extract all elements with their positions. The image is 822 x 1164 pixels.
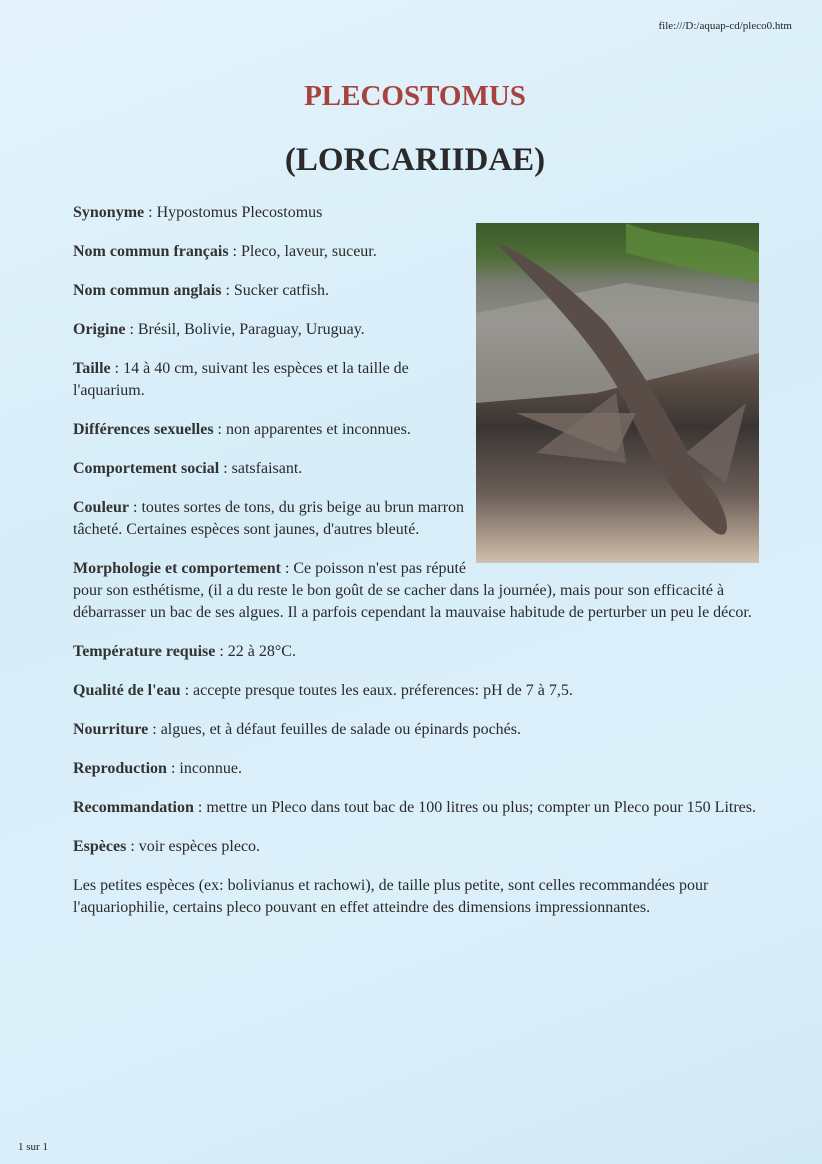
field-nourriture: Nourriture : algues, et à défaut feuilles de salade ou épinards pochés. bbox=[73, 721, 521, 738]
field-reproduction: Reproduction : inconnue. bbox=[73, 760, 243, 777]
field-nom-anglais: Nom commun anglais : Sucker catfish. bbox=[73, 282, 329, 299]
page-url: file:///D:/aquap-cd/pleco0.htm bbox=[658, 20, 792, 32]
field-differences-sexuelles: Différences sexuelles : non apparentes et inconnues. bbox=[73, 421, 411, 438]
page-number: 1 sur 1 bbox=[18, 1141, 48, 1153]
field-qualite-eau: Qualité de l'eau : accepte presque toutes les eaux. préferences: pH de 7 à 7,5. bbox=[73, 682, 573, 699]
field-synonyme: Synonyme : Hypostomus Plecostomus bbox=[73, 204, 323, 221]
page-subtitle: (LORCARIIDAE) bbox=[284, 142, 546, 178]
field-comportement-social: Comportement social : satsfaisant. bbox=[73, 460, 303, 477]
field-morphologie: Morphologie et comportement : Ce poisson n'est pas réputé pour son esthétisme, (il a du reste le bon goût de se cacher dans la journée), mais pour son efficacité à débarrasser un bac de ses algues. Il a parfois cependant la mauvaise habitude de perturber un peu le décor. bbox=[73, 560, 752, 621]
field-nom-francais: Nom commun français : Pleco, laveur, suceur. bbox=[73, 243, 377, 260]
field-especes: Espèces : voir espèces pleco. bbox=[73, 838, 261, 855]
closing-paragraph: Les petites espèces (ex: bolivianus et rachowi), de taille plus petite, sont celles recommandées pour l'aquariophilie, certains pleco pouvant en effet atteindre des dimensions impressionnantes. bbox=[73, 877, 709, 916]
field-couleur: Couleur : toutes sortes de tons, du gris beige au brun marron tâcheté. Certaines espèces sont jaunes, d'autres bleuté. bbox=[73, 499, 465, 538]
field-temperature: Température requise : 22 à 28°C. bbox=[73, 643, 296, 660]
field-recommandation: Recommandation : mettre un Pleco dans tout bac de 100 litres ou plus; compter un Pleco pour 150 Litres. bbox=[73, 799, 756, 816]
plecostomus-photo bbox=[476, 223, 759, 563]
page-title: PLECOSTOMUS bbox=[304, 80, 526, 112]
fact-sheet bbox=[73, 202, 763, 936]
field-taille: Taille : 14 à 40 cm, suivant les espèces et la taille de l'aquarium. bbox=[73, 360, 409, 399]
field-origine: Origine : Brésil, Bolivie, Paraguay, Uruguay. bbox=[73, 321, 365, 338]
